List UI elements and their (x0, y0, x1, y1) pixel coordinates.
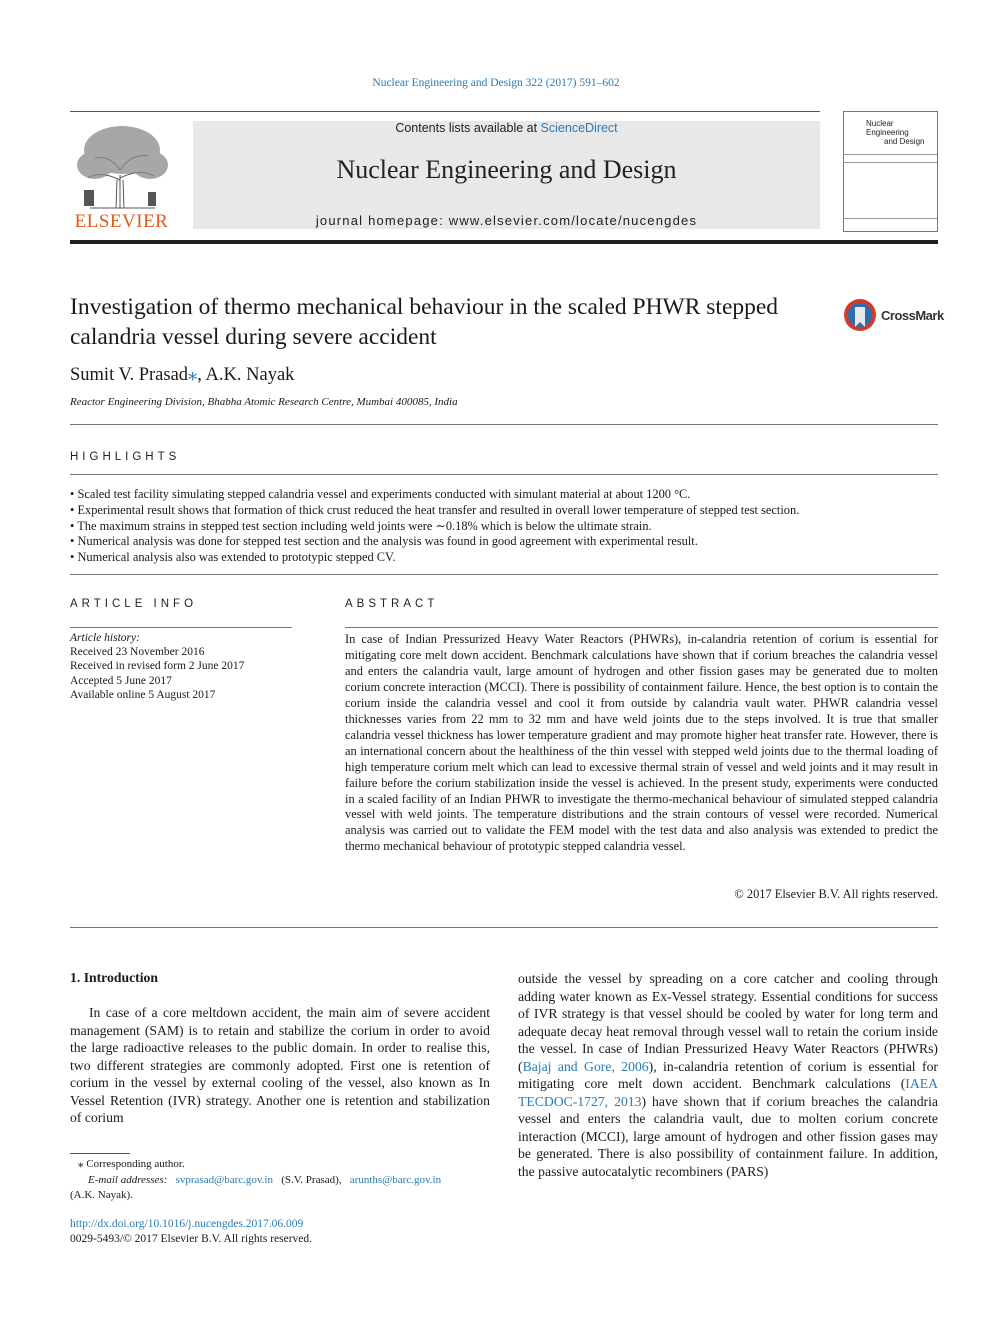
intro-column-left (70, 1004, 490, 1127)
footnote-rule (70, 1153, 130, 1154)
cover-divider (844, 162, 937, 163)
highlight-item: • Numerical analysis was done for stepped test section and the analysis was found in good agreement with experimental result. (70, 534, 698, 549)
issn-line: 0029-5493/© 2017 Elsevier B.V. All rights reserved. (70, 1232, 313, 1245)
highlight-text: The maximum strains in stepped test section including weld joints were ∼0.18% which is below the ultimate strain. (77, 518, 652, 533)
journal-cover-thumbnail[interactable] (843, 111, 938, 232)
doi-link[interactable]: http://dx.doi.org/10.1016/j.nucengdes.2017.06.009 (70, 1218, 304, 1230)
citation-link[interactable]: Bajaj and Gore, 2006 (522, 1058, 649, 1074)
section-rule (70, 574, 938, 575)
intro-text: ) have shown that if corium breaches the calandria vessel and enters the calandria vault, due to molten corium concrete interaction (MCCI), large amount of hydrogen and other fission gases may be generated. There is also possibility of containment failure. In addition, the passive autocatalytic recombiners (PARS) (518, 1093, 938, 1179)
intro-paragraph-continued (518, 970, 938, 1180)
email-owner: (A.K. Nayak). (70, 1189, 133, 1201)
article-info-heading: ARTICLE INFO (70, 598, 198, 610)
email-link[interactable]: svprasad@barc.gov.in (175, 1173, 273, 1186)
intro-text: outside the vessel by spreading on a core catcher and cooling through adding water known as Ex-Vessel strategy. Essential conditions for success of IVR strategy is that vessel should be cooled by water for long term and adequate decay heat removal through vessel wall to retain the corium inside the vessel. In case of Indian Pressurized Heavy Water Reactors (PHWRs) ( (518, 971, 938, 1074)
contents-prefix: Contents lists available at (395, 121, 541, 135)
cover-title-line1: Nuclear Engineering (866, 119, 909, 137)
revised-date: Received in revised form 2 June 2017 (70, 660, 245, 673)
cover-divider (844, 154, 937, 155)
highlight-text: Numerical analysis also was extended to prototypic stepped CV. (77, 550, 396, 565)
email-addresses (70, 1173, 490, 1189)
crossmark-badge[interactable] (843, 297, 943, 337)
author-separator: , (197, 365, 206, 385)
email-owner: (S.V. Prasad), (281, 1173, 342, 1186)
footnote (70, 1157, 490, 1204)
highlights-list (70, 487, 940, 566)
highlight-item: • Experimental result shows that formation of thick crust reduced the heat transfer and resulted in overall lower temperature of stepped test section. (70, 502, 800, 517)
section-rule (70, 474, 938, 475)
online-date: Available online 5 August 2017 (70, 688, 216, 701)
email-link[interactable]: arunths@barc.gov.in (349, 1173, 442, 1186)
cover-title-line2: and Design (884, 137, 925, 146)
article-history (70, 631, 244, 702)
intro-text: ), in-calandria retention of corium is essential for mitigating core melt down accident. Benchmark calculations ( (518, 1058, 938, 1091)
intro-column-right (518, 970, 938, 1180)
corresponding-author-note: ⁎ Corresponding author. (78, 1158, 185, 1170)
crossmark-icon (843, 297, 877, 333)
cover-footer-line (844, 218, 937, 219)
highlight-text: Numerical analysis was done for stepped test section and the analysis was found in good agreement with experimental result. (77, 534, 698, 549)
section-rule (70, 927, 938, 928)
abstract-rule (345, 627, 938, 628)
cover-title (866, 119, 937, 146)
highlight-item: • Numerical analysis also was extended to prototypic stepped CV. (70, 550, 396, 565)
highlight-item: • The maximum strains in stepped test section including weld joints were ∼0.18% which is below the ultimate strain. (70, 518, 652, 533)
header-thick-rule (70, 240, 938, 244)
section-rule (70, 424, 938, 425)
highlight-text: Experimental result shows that formation of thick crust reduced the heat transfer and resulted in overall lower temperature of stepped test section. (77, 502, 800, 517)
abstract-heading: ABSTRACT (345, 598, 439, 610)
citation-link[interactable]: IAEA TECDOC-1727, 2013 (518, 1076, 938, 1109)
crossmark-label: CrossMark (881, 308, 944, 323)
article-title: Investigation of thermo mechanical behaviour in the scaled PHWR stepped calandria vessel during severe accident (70, 294, 779, 350)
journal-title: Nuclear Engineering and Design (336, 155, 677, 184)
received-date: Received 23 November 2016 (70, 646, 205, 659)
introduction-heading: 1. Introduction (70, 970, 158, 985)
highlight-text: Scaled test facility simulating stepped calandria vessel and experiments conducted with simulant material at about 1200 °C. (77, 487, 691, 501)
intro-paragraph: In case of a core meltdown accident, the main aim of severe accident management (SAM) is to retain and stabilize the corium in order to avoid the large radioactive releases to the public domain. In order to realise this, two different strategies are commonly adopted. First one is retention of corium in the vessel by external cooling of the vessel, also known as In Vessel Retention (IVR) strategy. Another one is retention and stabilization of corium (70, 1005, 490, 1125)
author-name: Sumit V. Prasad (70, 365, 189, 385)
header-top-rule (70, 111, 820, 112)
affiliation: Reactor Engineering Division, Bhabha Atomic Research Centre, Mumbai 400085, India (70, 396, 458, 408)
journal-citation[interactable]: Nuclear Engineering and Design 322 (2017) 591–602 (372, 77, 620, 89)
highlights-heading: HIGHLIGHTS (70, 451, 181, 463)
author-name: A.K. Nayak (205, 365, 295, 385)
accepted-date: Accepted 5 June 2017 (70, 674, 172, 687)
history-label: Article history: (70, 632, 140, 644)
author-list (70, 364, 294, 386)
article-info-rule (70, 627, 292, 628)
abstract-text: In case of Indian Pressurized Heavy Water Reactors (PHWRs), in-calandria retention of corium is essential for mitigating core melt down accident. Benchmark calculations have shown that if corium breaches the calandria vessel and enters the calandria vault, large amount of hydrogen and other fission gases may be generated due to molten corium concrete interaction (MCCI). There is possibility of containment failure. Hence, the best option is to contain the corium inside the calandria vessel and cool it from outside by calandria vault water. PHWR calandria vessel thicknesses varies from 22 mm to 32 mm and have weld joints due to the steps involved. It is true that smaller calandria vessel thickness has lower temperature gradient and may promote higher heat transfer rate. However, there is an international concern about the healthiness of the thin vessel with stepped weld joints due to the thermal loading of high temperature corium melt which can lead to excessive thermal strain of vessel and weld joints and it may result in failure before the corium stabilization inside the vessel is achieved. In the present study, experiments were conducted in a scaled facility of an Indian PHWR to investigate the thermo-mechanical behaviour of simulated stepped calandria vessel with weld joints. The temperature distributions and the strain contours of vessel were recorded. Numerical analysis was carried out to validate the FEM model with the test data and also analysis was extended to predict the thermo mechanical behaviour of prototypic stepped calandria vessel. (345, 632, 938, 854)
corresponding-author-marker[interactable]: ⁎ (188, 365, 198, 385)
elsevier-tree-icon (70, 120, 173, 212)
highlight-item: • Scaled test facility simulating stepped calandria vessel and experiments conducted with simulant material at about 1200 °C. (70, 487, 691, 501)
abstract-copyright: © 2017 Elsevier B.V. All rights reserved. (734, 887, 938, 901)
publisher-wordmark: ELSEVIER (74, 211, 169, 232)
email-label: E-mail addresses: (88, 1173, 168, 1186)
journal-homepage[interactable]: journal homepage: www.elsevier.com/locate/nucengdes (315, 213, 698, 228)
sciencedirect-link[interactable]: ScienceDirect (540, 121, 618, 135)
doi-block (70, 1217, 312, 1246)
contents-line (193, 121, 820, 135)
